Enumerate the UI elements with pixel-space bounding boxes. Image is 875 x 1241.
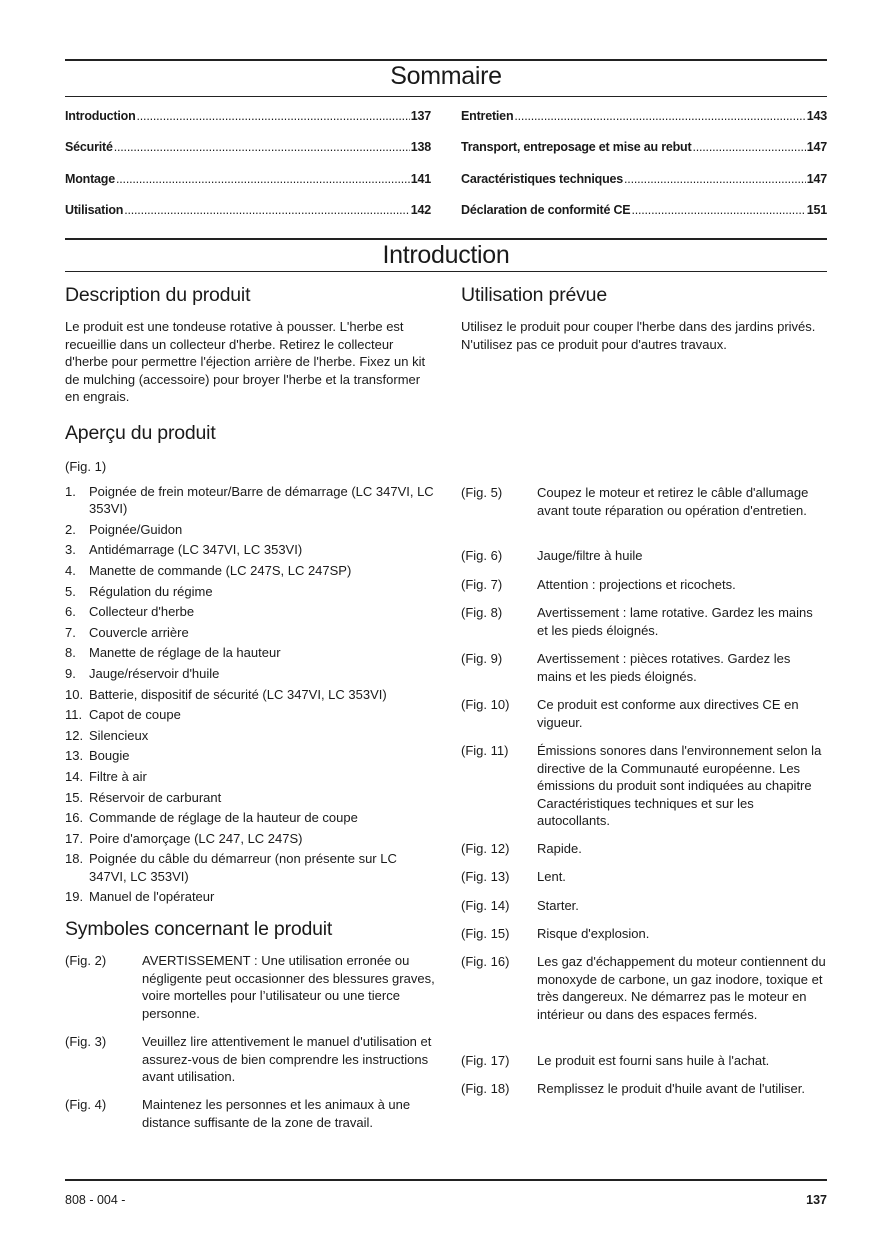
- toc-entry-title: Sécurité: [65, 140, 113, 155]
- symbol-description: Avertissement : pièces rotatives. Gardez les mains et les pieds éloignés.: [537, 651, 791, 684]
- toc-entry-declaration[interactable]: [461, 203, 827, 234]
- symbol-description: Avertissement : lame rotative. Gardez les mains et les pieds éloignés.: [537, 605, 813, 638]
- usage-text: Utilisez le produit pour couper l'herbe dans des jardins privés. N'utilisez pas ce produit pour d'autres travaux.: [461, 319, 816, 352]
- toc-entry-entretien[interactable]: [461, 109, 827, 140]
- list-item: 18. Poignée du câble du démarreur (non présente sur LC 347VI, LC 353VI): [65, 851, 397, 884]
- symbol-fig-ref: (Fig. 11): [461, 743, 509, 758]
- description-text: Le produit est une tondeuse rotative à pousser. L'herbe est recueillie dans un collecteur d'herbe. Retirez le collecteur d'herbe pour permettre l'éjection arrière de l'herbe. Fixez un kit de mulching (accessoire) pour broyer l'herbe et la transformer en engrais.: [65, 319, 426, 405]
- toc-entry-securite[interactable]: [65, 140, 431, 171]
- usage-heading: Utilisation prévue: [461, 284, 607, 306]
- list-item: 6. Collecteur d'herbe: [65, 604, 195, 620]
- symbol-description: Veuillez lire attentivement le manuel d'utilisation et assurez-vous de bien comprendre les instructions avant utilisation.: [142, 1034, 432, 1085]
- toc-entry-title: Entretien: [461, 109, 514, 123]
- overview-heading: Aperçu du produit: [65, 422, 216, 444]
- symbol-fig-ref: (Fig. 8): [461, 605, 503, 620]
- symbol-description: Risque d'explosion.: [537, 926, 650, 941]
- toc-entry-page: 142: [410, 202, 431, 217]
- toc-entry-title: Caractéristiques techniques: [461, 171, 624, 186]
- symbol-description: Starter.: [537, 898, 579, 913]
- toc-entry-title: Utilisation: [65, 202, 124, 217]
- symbol-fig-ref: (Fig. 5): [461, 485, 503, 500]
- symbol-fig-ref: (Fig. 4): [65, 1097, 107, 1112]
- symbol-fig-ref: (Fig. 3): [65, 1034, 107, 1049]
- footer-rule: [65, 1179, 827, 1181]
- toc-entry-title: Montage: [65, 171, 115, 186]
- list-item: 11. Capot de coupe: [65, 707, 181, 723]
- symbol-fig-ref: (Fig. 9): [461, 651, 503, 666]
- symbol-description: Rapide.: [537, 841, 582, 856]
- symbol-entry: [65, 1033, 437, 1086]
- symbol-entry: [461, 1080, 827, 1098]
- symbol-entry: [461, 1052, 827, 1070]
- toc-entry-page: 143: [806, 109, 827, 123]
- symbol-fig-ref: (Fig. 15): [461, 926, 510, 941]
- overview-list: [65, 483, 437, 909]
- symbol-entry: [461, 604, 827, 639]
- symbols-heading: Symboles concernant le produit: [65, 918, 333, 940]
- symbol-entry: [461, 650, 827, 685]
- list-item: 17. Poire d'amorçage (LC 247, LC 247S): [65, 830, 303, 846]
- toc-entry-montage[interactable]: [65, 172, 431, 203]
- symbol-description: Maintenez les personnes et les animaux à une distance suffisante de la zone de travail.: [142, 1097, 411, 1130]
- list-item: 15. Réservoir de carburant: [65, 789, 222, 805]
- footer-doc-number: 808 - 004 -: [65, 1193, 126, 1207]
- symbol-description: Ce produit est conforme aux directives CE en vigueur.: [537, 697, 799, 730]
- list-item: 14. Filtre à air: [65, 769, 147, 785]
- symbol-entry: [461, 547, 827, 565]
- toc-entry-page: 141: [410, 171, 431, 186]
- symbol-entry: [65, 952, 437, 1022]
- list-item: 13. Bougie: [65, 748, 130, 764]
- toc-entry-page: 138: [410, 140, 431, 155]
- symbol-description: Remplissez le produit d'huile avant de l'utiliser.: [537, 1081, 805, 1096]
- symbol-fig-ref: (Fig. 7): [461, 577, 503, 592]
- toc-top-rule: [65, 59, 827, 61]
- symbol-fig-ref: (Fig. 14): [461, 898, 510, 913]
- list-item: 2. Poignée/Guidon: [65, 521, 183, 537]
- symbol-description: Jauge/filtre à huile: [537, 548, 643, 563]
- list-item: 10. Batterie, dispositif de sécurité (LC 347VI, LC 353VI): [65, 686, 387, 702]
- list-item: 3. Antidémarrage (LC 347VI, LC 353VI): [65, 542, 303, 558]
- footer-page-number: 137: [806, 1193, 827, 1207]
- symbol-fig-ref: (Fig. 12): [461, 841, 510, 856]
- toc-entry-page: 151: [806, 202, 827, 217]
- symbol-entry: [461, 925, 827, 943]
- symbol-description: AVERTISSEMENT : Une utilisation erronée ou négligente peut occasionner des blessures graves, voire mortelles pour l’utilisateur ou une tierce personne.: [142, 953, 435, 1021]
- list-item: 4. Manette de commande (LC 247S, LC 247SP): [65, 563, 352, 579]
- symbol-entry: [461, 484, 827, 519]
- symbol-fig-ref: (Fig. 2): [65, 953, 107, 968]
- symbol-entry: [461, 953, 827, 1023]
- list-item: 9. Jauge/réservoir d'huile: [65, 666, 220, 682]
- toc-entry-title: Déclaration de conformité CE: [461, 202, 631, 217]
- intro-bottom-rule: [65, 271, 827, 272]
- symbol-fig-ref: (Fig. 16): [461, 954, 510, 969]
- symbol-description: Le produit est fourni sans huile à l'achat.: [537, 1053, 770, 1068]
- toc-entry-page: 147: [806, 140, 827, 155]
- symbol-fig-ref: (Fig. 18): [461, 1081, 510, 1096]
- toc-entry-transport[interactable]: [461, 140, 827, 171]
- toc-left-column: [65, 109, 431, 234]
- toc-title: Sommaire: [390, 62, 502, 90]
- symbol-description: Lent.: [537, 869, 566, 884]
- symbol-entry: [65, 1096, 437, 1131]
- list-item: 7. Couvercle arrière: [65, 624, 189, 640]
- description-heading: Description du produit: [65, 284, 251, 306]
- list-item: 16. Commande de réglage de la hauteur de coupe: [65, 810, 358, 826]
- intro-top-rule: [65, 238, 827, 240]
- symbol-entry: [461, 576, 827, 594]
- symbol-description: Émissions sonores dans l'environnement selon la directive de la Communauté européenne. Les émissions du produit sont indiquées au chapitre Caractéristiques techniques et sur les autocollants.: [537, 743, 822, 829]
- list-item: 1. Poignée de frein moteur/Barre de démarrage (LC 347VI, LC 353VI): [65, 484, 434, 517]
- list-item: 5. Régulation du régime: [65, 583, 213, 599]
- list-item: 8. Manette de réglage de la hauteur: [65, 645, 281, 661]
- symbol-fig-ref: (Fig. 10): [461, 697, 510, 712]
- toc-entry-caracteristiques[interactable]: [461, 172, 827, 203]
- symbol-entry: [461, 696, 827, 731]
- intro-title: Introduction: [382, 241, 510, 269]
- symbol-fig-ref: (Fig. 17): [461, 1053, 510, 1068]
- toc-entry-introduction[interactable]: [65, 109, 431, 140]
- symbol-entry: [461, 840, 827, 858]
- overview-fig-ref: (Fig. 1): [65, 459, 107, 474]
- toc-entry-title: Introduction: [65, 109, 136, 123]
- toc-right-column: [461, 109, 827, 234]
- symbol-description: Coupez le moteur et retirez le câble d'allumage avant toute réparation ou opération d'entretien.: [537, 485, 809, 518]
- toc-entry-title: Transport, entreposage et mise au rebut: [461, 140, 692, 155]
- list-item: 19. Manuel de l'opérateur: [65, 889, 215, 905]
- symbol-fig-ref: (Fig. 13): [461, 869, 510, 884]
- list-item: 12. Silencieux: [65, 727, 149, 743]
- toc-entry-page: 147: [806, 171, 827, 186]
- toc-bottom-rule: [65, 96, 827, 97]
- symbol-entry: [461, 742, 827, 830]
- symbol-entry: [461, 868, 827, 886]
- toc-entry-utilisation[interactable]: [65, 203, 431, 234]
- symbol-entry: [461, 897, 827, 915]
- symbol-description: Les gaz d'échappement du moteur contiennent du monoxyde de carbone, un gaz inodore, toxique et très dangereux. Ne démarrez pas le moteur en intérieur ou dans des espaces fermés.: [537, 954, 826, 1022]
- symbol-description: Attention : projections et ricochets.: [537, 577, 736, 592]
- symbol-fig-ref: (Fig. 6): [461, 548, 503, 563]
- toc-entry-page: 137: [410, 109, 431, 123]
